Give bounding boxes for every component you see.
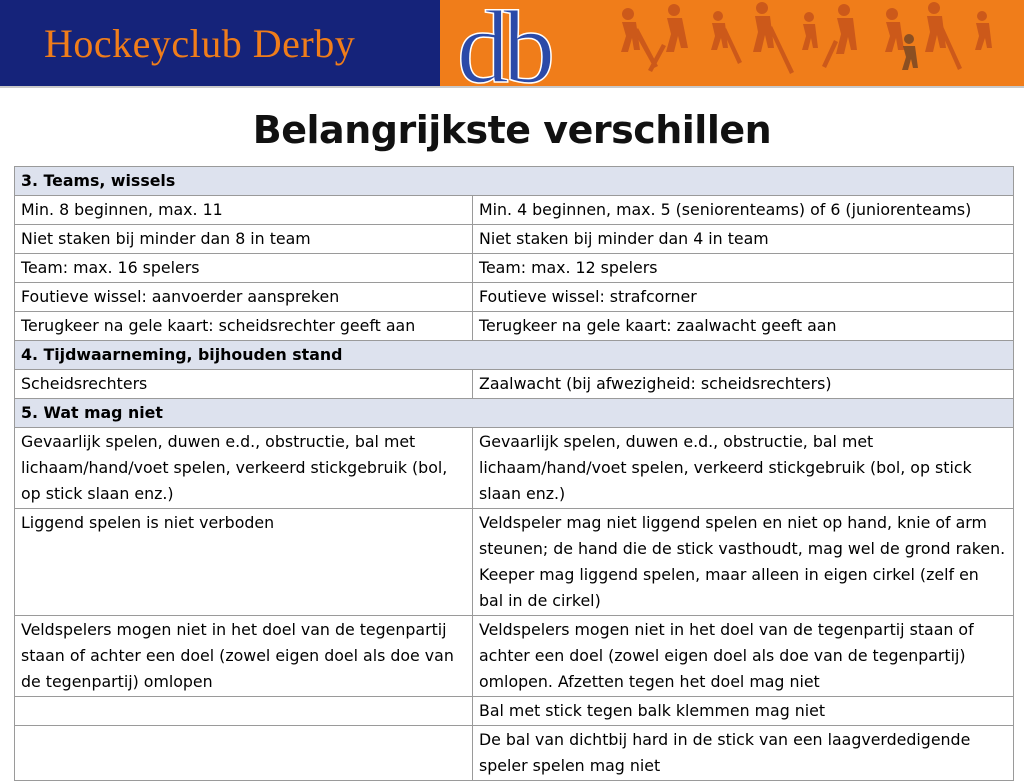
player-silhouette-icon [753, 2, 794, 74]
section-row [15, 341, 1014, 370]
club-logo [455, 0, 605, 86]
differences-table [14, 166, 1014, 781]
left-cell: Min. 8 beginnen, max. 11 [15, 196, 473, 225]
section-header: 4. Tijdwaarneming, bijhouden stand [15, 341, 1014, 370]
left-cell: Scheidsrechters [15, 370, 473, 399]
table-row [15, 616, 1014, 697]
left-cell: Terugkeer na gele kaart: scheidsrechter geeft aan [15, 312, 473, 341]
player-silhouette-icon [711, 11, 742, 64]
right-cell: Gevaarlijk spelen, duwen e.d., obstructie, bal met lichaam/hand/voet spelen, verkeerd stickgebruik (bol, op stick slaan enz.) [473, 428, 1014, 509]
right-cell: Team: max. 12 spelers [473, 254, 1014, 283]
right-cell: Veldspelers mogen niet in het doel van de tegenpartij staan of achter een doel (zowel eigen doel als doe van de tegenpartij) omlopen. Afzetten tegen het doel mag niet [473, 616, 1014, 697]
left-cell: Liggend spelen is niet verboden [15, 509, 473, 616]
left-cell [15, 726, 473, 781]
table-row [15, 509, 1014, 616]
right-cell: Terugkeer na gele kaart: zaalwacht geeft aan [473, 312, 1014, 341]
player-silhouette-icon [648, 4, 688, 72]
player-silhouette-icon [902, 34, 918, 70]
table-row [15, 697, 1014, 726]
right-cell: Zaalwacht (bij afwezigheid: scheidsrechters) [473, 370, 1014, 399]
table-row [15, 283, 1014, 312]
club-name: Hockeyclub Derby [44, 21, 356, 66]
section-row [15, 399, 1014, 428]
right-cell: Niet staken bij minder dan 4 in team [473, 225, 1014, 254]
player-silhouette-icon [822, 4, 857, 68]
page-title: Belangrijkste verschillen [252, 108, 772, 152]
table-row [15, 225, 1014, 254]
section-header: 3. Teams, wissels [15, 167, 1014, 196]
left-cell: Foutieve wissel: aanvoerder aanspreken [15, 283, 473, 312]
table-row [15, 370, 1014, 399]
header-banner [0, 0, 1024, 86]
player-silhouette-icon [885, 8, 904, 52]
player-silhouette-icon [975, 11, 992, 50]
table-row [15, 196, 1014, 225]
table-row [15, 726, 1014, 781]
table-row [15, 254, 1014, 283]
hockey-players-silhouettes [600, 0, 1024, 86]
player-silhouette-icon [621, 8, 658, 68]
left-cell: Niet staken bij minder dan 8 in team [15, 225, 473, 254]
section-row [15, 167, 1014, 196]
club-logo-text: db [457, 0, 549, 86]
left-cell: Veldspelers mogen niet in het doel van de tegenpartij staan of achter een doel (zowel eigen doel als doe van de tegenpartij) omlopen [15, 616, 473, 697]
right-cell: Bal met stick tegen balk klemmen mag niet [473, 697, 1014, 726]
left-cell [15, 697, 473, 726]
right-cell: Veldspeler mag niet liggend spelen en niet op hand, knie of arm steunen; de hand die de stick vasthoudt, mag wel de grond raken. Keeper mag liggend spelen, maar alleen in eigen cirkel (zelf en bal in de cirkel) [473, 509, 1014, 616]
banner-divider [0, 86, 1024, 88]
right-cell: Min. 4 beginnen, max. 5 (seniorenteams) of 6 (juniorenteams) [473, 196, 1014, 225]
section-header: 5. Wat mag niet [15, 399, 1014, 428]
left-cell: Gevaarlijk spelen, duwen e.d., obstructie, bal met lichaam/hand/voet spelen, verkeerd stickgebruik (bol, op stick slaan enz.) [15, 428, 473, 509]
left-cell: Team: max. 16 spelers [15, 254, 473, 283]
player-silhouette-icon [925, 2, 962, 70]
table-row [15, 428, 1014, 509]
player-silhouette-icon [802, 12, 818, 50]
table-row [15, 312, 1014, 341]
right-cell: Foutieve wissel: strafcorner [473, 283, 1014, 312]
right-cell: De bal van dichtbij hard in de stick van een laagverdedigende speler spelen mag niet [473, 726, 1014, 781]
